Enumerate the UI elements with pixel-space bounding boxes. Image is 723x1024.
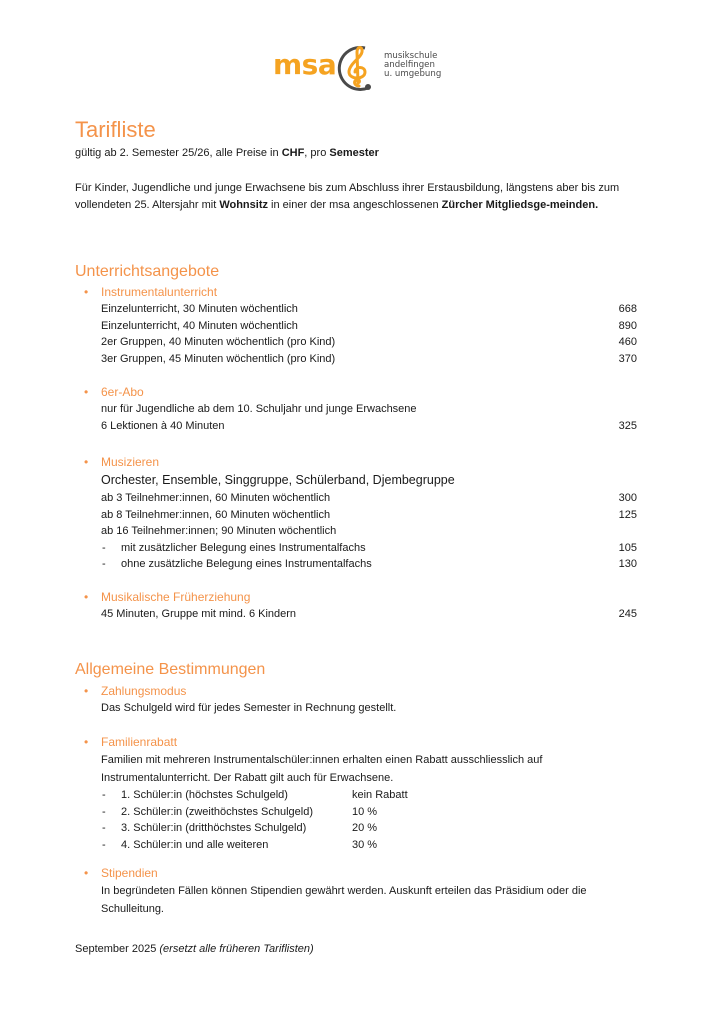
stipendien-block [75,865,637,918]
subheading-stipendien: • Stipendien [84,866,158,880]
subheading-frueherziehung: • Musikalische Früherziehung [84,590,251,604]
familie-text: Familien mit mehreren Instrumentalschüler:innen erhalten einen Rabatt ausschliesslich auf Instrumentalunterricht. Der Rabatt gilt auch für Erwachsene. [101,754,543,784]
familienrabatt-block [75,734,637,853]
zahlungsmodus-block [75,683,637,717]
bullet-icon: • [84,455,89,469]
section-heading-unterricht: Unterrichtsangebote [75,263,220,280]
discount-row: - 4. Schüler:in und alle weiteren 30 % [102,838,378,851]
price-row: ab 3 Teilnehmer:innen, 60 Minuten wöchentlich 300 [101,492,637,504]
price-row: Einzelunterricht, 30 Minuten wöchentlich 668 [101,303,637,315]
price-subrow: - mit zusätzlicher Belegung eines Instrumentalfachs 105 [102,541,637,554]
section-heading-bestimmungen: Allgemeine Bestimmungen [75,661,266,678]
logo-wordmark: msa [273,48,337,81]
treble-clef-icon [335,42,381,94]
price-row: Einzelunterricht, 40 Minuten wöchentlich 890 [101,319,637,332]
subheading-instrumental: • Instrumentalunterricht [84,285,218,299]
frueherziehung-block [75,589,637,623]
bullet-icon: • [84,866,89,880]
text-row: Das Schulgeld wird für jedes Semester in Rechnung gestellt. [101,702,397,714]
price-row: ab 16 Teilnehmer:innen; 90 Minuten wöchentlich [101,525,337,537]
discount-row: - 1. Schüler:in (höchstes Schulgeld) kein Rabatt [102,789,408,801]
instrumentalunterricht-block [75,284,637,367]
subheading-zahlung: • Zahlungsmodus [84,684,187,698]
discount-row: - 3. Schüler:in (dritthöchstes Schulgeld) 20 % [102,822,378,834]
subheading-familie: • Familienrabatt [84,735,178,749]
subheading-musizieren: • Musizieren [84,455,160,469]
groups-row: Orchester, Ensemble, Singgruppe, Schülerband, Djembegruppe [101,473,455,487]
note-row: nur für Jugendliche ab dem 10. Schuljahr und junge Erwachsene [101,403,417,415]
price-subrow: - ohne zusätzliche Belegung eines Instrumentalfachs 130 [102,558,637,570]
logo-subtitle: musikschule andelfingen u. umgebung [384,51,442,79]
bullet-icon: • [84,684,89,698]
msa-logo [273,40,453,96]
eligibility-intro: Für Kinder, Jugendliche und junge Erwachsene bis zum Abschluss ihrer Erstausbildung, längstens aber bis zum vollendeten 25. Altersjahr mit Wohnsitz in einer der msa angeschlossenen Zürcher Mitgliedsge-meinden. [75,182,620,211]
price-row: 2er Gruppen, 40 Minuten wöchentlich (pro Kind) 460 [101,336,637,348]
musizieren-block [75,454,637,573]
footer-date: September 2025 (ersetzt alle früheren Tariflisten) [75,943,314,955]
bullet-icon: • [84,285,89,299]
abo-block [75,384,637,434]
price-row: ab 8 Teilnehmer:innen, 60 Minuten wöchentlich 125 [101,508,637,521]
price-row: 6 Lektionen à 40 Minuten 325 [101,419,637,432]
validity-subtitle: gültig ab 2. Semester 25/26, alle Preise in CHF, pro Semester [75,147,379,159]
subheading-abo: • 6er-Abo [84,385,144,399]
price-row: 45 Minuten, Gruppe mit mind. 6 Kindern 245 [101,608,637,620]
bullet-icon: • [84,590,89,604]
page-title: Tarifliste [75,117,156,142]
bullet-icon: • [84,735,89,749]
discount-row: - 2. Schüler:in (zweithöchstes Schulgeld) 10 % [102,805,378,818]
bullet-icon: • [84,385,89,399]
stipendien-text: In begründeten Fällen können Stipendien gewährt werden. Auskunft erteilen das Präsidium oder die Schulleitung. [101,885,587,915]
price-row: 3er Gruppen, 45 Minuten wöchentlich (pro Kind) 370 [101,352,637,365]
